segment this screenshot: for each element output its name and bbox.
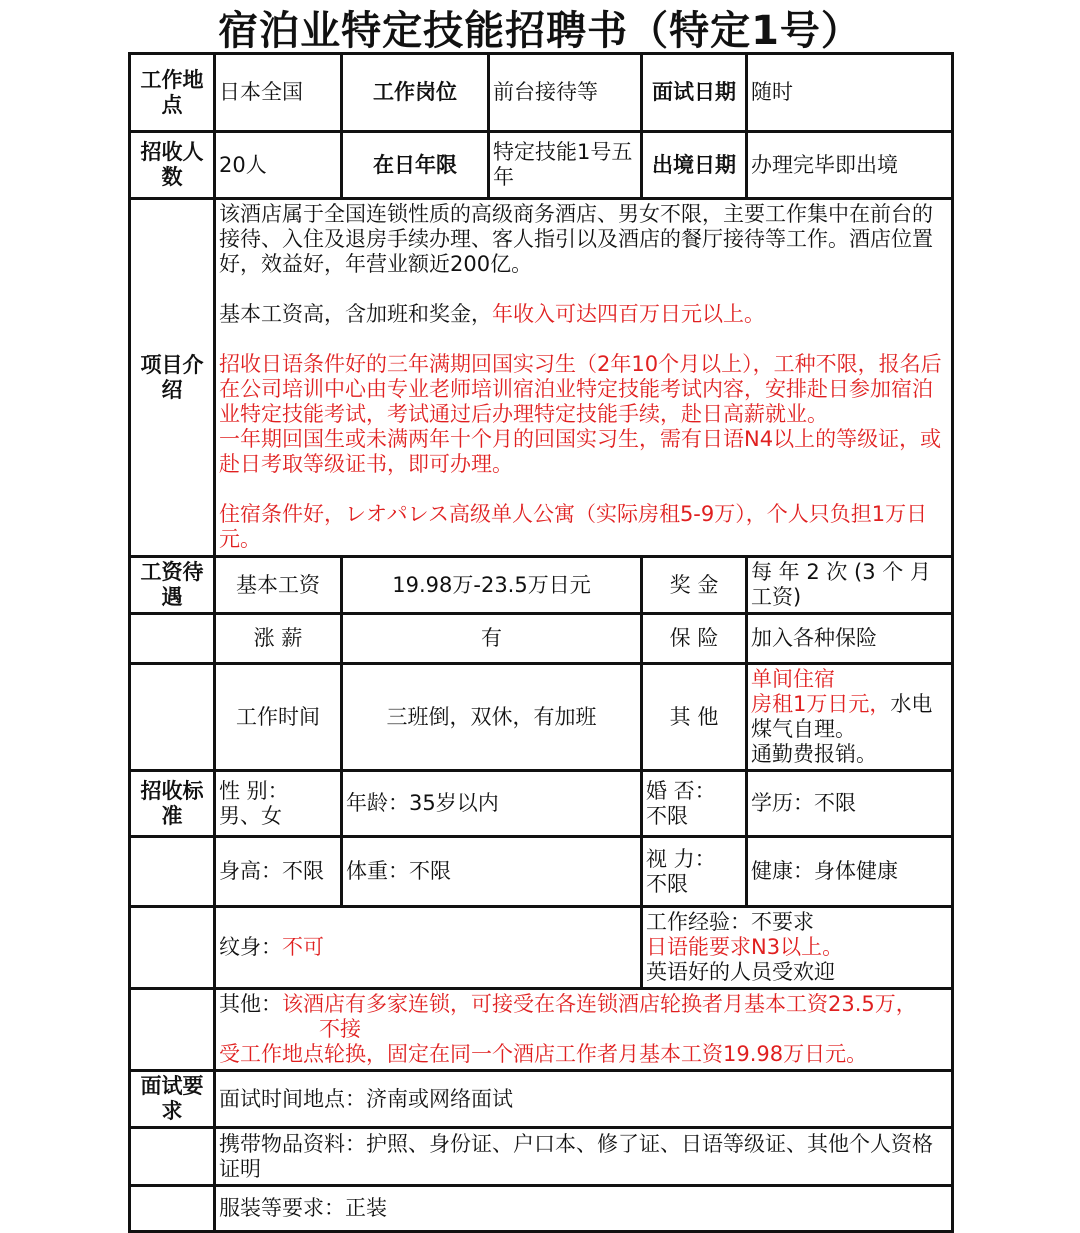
interview-dress: 服装等要求：正装: [215, 1186, 953, 1232]
education: 学历：不限: [747, 771, 953, 837]
other-benefit-line2-red: 房租1万日元，: [751, 692, 891, 716]
headcount-label: 招收人数: [130, 132, 215, 199]
insurance-label: 保 险: [642, 614, 747, 664]
interview-place: 面试时间地点：济南或网络面试: [215, 1071, 953, 1128]
intro-paragraph-1: 该酒店属于全国连锁性质的高级商务酒店、男女不限，主要工作集中在前台的接待、入住及退房手续办理、客人指引以及酒店的餐厅接待等工作。酒店位置好，效益好，年营业额近200亿。: [219, 202, 933, 276]
bonus-value: 每 年 2 次 (3 个 月 工资): [747, 557, 953, 614]
other-notes: [215, 989, 953, 1071]
row-criteria-2: [130, 837, 953, 907]
headcount-value: 20人: [215, 132, 342, 199]
raise-label: 涨 薪: [215, 614, 342, 664]
recruitment-table: [128, 52, 954, 1233]
age: 年龄：35岁以内: [342, 771, 642, 837]
departure-value: 办理完毕即出境: [747, 132, 953, 199]
other-line3: 受工作地点轮换，固定在同一个酒店工作者月基本工资19.98万日元。: [219, 1042, 868, 1066]
row-interview-2: [130, 1128, 953, 1186]
base-salary-label: 基本工资: [215, 557, 342, 614]
base-salary-value: 19.98万-23.5万日元: [342, 557, 642, 614]
other-label: 其他：: [219, 992, 282, 1016]
hours-label: 工作时间: [215, 664, 342, 771]
row-criteria-1: [130, 771, 953, 837]
tattoo-label: 纹身：: [219, 935, 282, 959]
location-label: 工作地点: [130, 54, 215, 132]
experience-language: [642, 907, 953, 989]
other-benefit-value: [747, 664, 953, 771]
insurance-value: 加入各种保险: [747, 614, 953, 664]
intro-paragraph-2: [219, 302, 948, 327]
marital-status: 婚 否： 不限: [642, 771, 747, 837]
row-interview-1: [130, 1071, 953, 1128]
interview-documents: 携带物品资料：护照、身份证、户口本、修了证、日语等级证、其他个人资格证明: [215, 1128, 953, 1186]
row-salary-1: [130, 557, 953, 614]
japanese-requirement: 日语能要求N3以上。: [646, 935, 844, 959]
intro-paragraph-4: 一年期回国生或未满两年十个月的回国实习生，需有日语N4以上的等级证，或赴日考取等级证书，即可办理。: [219, 427, 942, 476]
tattoo-value: 不可: [282, 935, 324, 959]
interview-date-value: 随时: [747, 54, 953, 132]
other-benefit-line2-black: 水电煤气自理。: [751, 692, 933, 741]
vision: 视 力： 不限: [642, 837, 747, 907]
stay-value: 特定技能1号五年: [489, 132, 642, 199]
weight: 体重：不限: [342, 837, 642, 907]
intro-paragraph-3: 招收日语条件好的三年满期回国实习生（2年10个月以上），工种不限，报名后在公司培训中心由专业老师培训宿泊业特定技能考试内容，安排赴日参加宿泊业特定技能考试，考试通过后办理特定技能手续，赴日高薪就业。: [219, 352, 942, 426]
stay-label: 在日年限: [342, 132, 489, 199]
criteria-label: 招收标准: [130, 771, 215, 837]
departure-label: 出境日期: [642, 132, 747, 199]
row-other: [130, 989, 953, 1071]
row-intro: [130, 199, 953, 557]
other-benefit-line3: 通勤费报销。: [751, 742, 877, 766]
gender: 性 别： 男、女: [215, 771, 342, 837]
position-value: 前台接待等: [489, 54, 642, 132]
interview-date-label: 面试日期: [642, 54, 747, 132]
row-salary-2: [130, 614, 953, 664]
health: 健康：身体健康: [747, 837, 953, 907]
other-benefit-label: 其 他: [642, 664, 747, 771]
interview-label: 面试要求: [130, 1071, 215, 1128]
raise-value: 有: [342, 614, 642, 664]
row-basic-2: [130, 132, 953, 199]
position-label: 工作岗位: [342, 54, 489, 132]
other-line1: 该酒店有多家连锁，可接受在各连锁酒店轮换者月基本工资23.5万，: [282, 992, 917, 1016]
intro-p2-black: 基本工资高，含加班和奖金，: [219, 302, 492, 326]
experience: 工作经验：不要求: [646, 910, 814, 934]
row-basic-1: [130, 54, 953, 132]
row-criteria-3: [130, 907, 953, 989]
bonus-label: 奖 金: [642, 557, 747, 614]
salary-label: 工资待遇: [130, 557, 215, 614]
page-title: 宿泊业特定技能招聘书（特定1号）: [218, 8, 862, 54]
other-line2: 不接: [319, 1017, 361, 1041]
intro-p2-red: 年收入可达四百万日元以上。: [492, 302, 765, 326]
intro-content: [215, 199, 953, 557]
tattoo: [215, 907, 642, 989]
other-benefit-line1: 单间住宿: [751, 667, 835, 691]
intro-paragraph-5: 住宿条件好，レオパレス高级单人公寓（实际房租5-9万），个人只负担1万日元。: [219, 502, 928, 551]
english-preference: 英语好的人员受欢迎: [646, 960, 835, 984]
row-salary-3: [130, 664, 953, 771]
hours-value: 三班倒，双休，有加班: [342, 664, 642, 771]
intro-label: 项目介绍: [130, 199, 215, 557]
location-value: 日本全国: [215, 54, 342, 132]
height: 身高：不限: [215, 837, 342, 907]
row-interview-3: [130, 1186, 953, 1232]
